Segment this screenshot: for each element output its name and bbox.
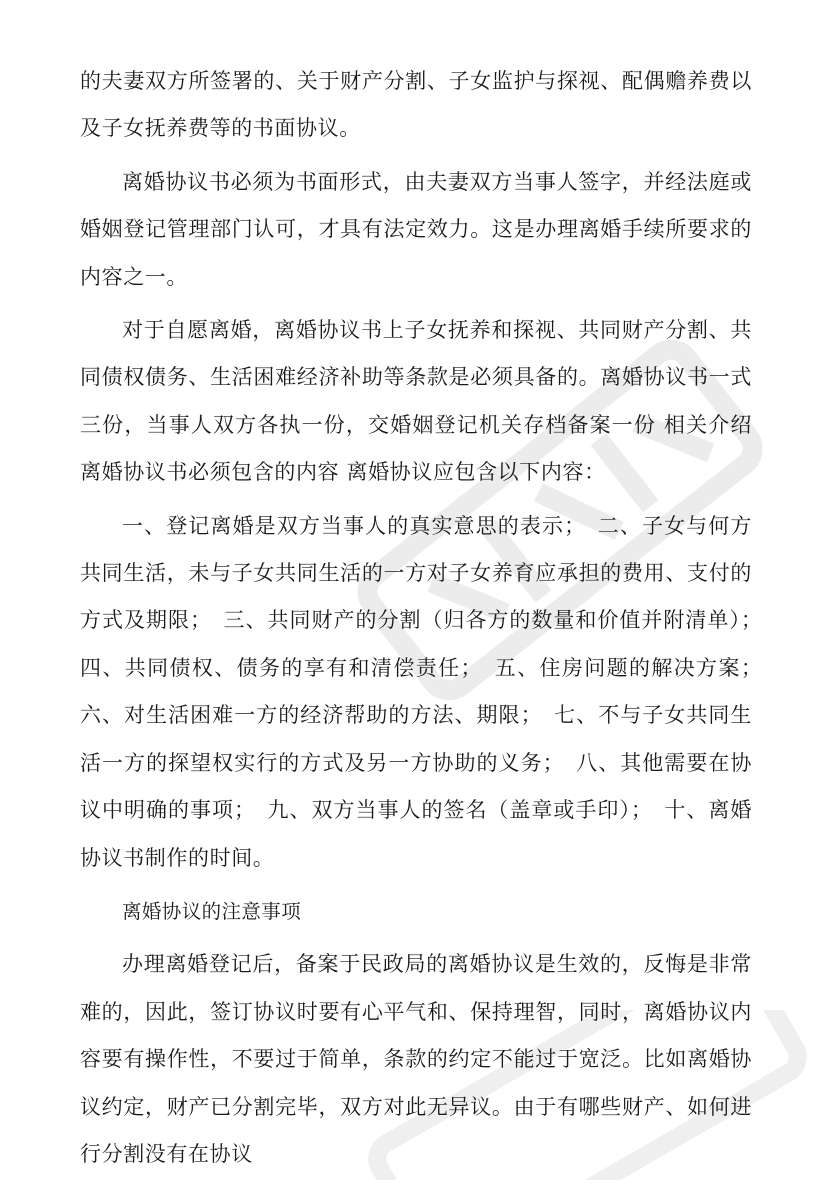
document-body <box>80 58 774 1184</box>
paragraph-written-form: 离婚协议书必须为书面形式，由夫妻双方当事人签字，并经法庭或婚姻登记管理部门认可，才具有法定效力。这是办理离婚手续所要求的内容之一。 <box>80 169 752 289</box>
paragraph-voluntary-divorce: 对于自愿离婚，离婚协议书上子女抚养和探视、共同财产分割、共同债权债务、生活困难经济补助等条款是必须具备的。离婚协议书一式三份，当事人双方各执一份，交婚姻登记机关存档备案一份 相关介绍 离婚协议书必须包含的内容 离婚协议应包含以下内容： <box>80 318 752 485</box>
paragraph-definition-continued: 的夫妻双方所签署的、关于财产分割、子女监护与探视、配偶赡养费以及子女抚养费等的书面协议。 <box>80 69 752 141</box>
paragraph-required-contents: 一、登记离婚是双方当事人的真实意思的表示； 二、子女与何方共同生活，未与子女共同生活的一方对子女养育应承担的费用、支付的方式及期限； 三、共同财产的分割（归各方的数量和价值并附清单）； 四、共同债权、债务的享有和清偿责任； 五、住房问题的解决方案； 六、对生活困难一方的经济帮助的方法、期限； 七、不与子女共同生活一方的探望权实行的方式及另一方协助的义务； 八、其他需要在协议中明确的事项； 九、双方当事人的签名（盖章或手印）； 十、离婚协议书制作的时间。 <box>80 513 774 870</box>
paragraph-notes: 办理离婚登记后，备案于民政局的离婚协议是生效的，反悔是非常难的，因此，签订协议时要有心平气和、保持理智，同时，离婚协议内容要有操作性，不要过于简单，条款的约定不能过于宽泛。比如离婚协议约定，财产已分割完毕，双方对此无异议。由于有哪些财产、如何进行分割没有在协议 <box>80 952 752 1166</box>
section-heading: 离婚协议的注意事项 <box>122 899 302 923</box>
